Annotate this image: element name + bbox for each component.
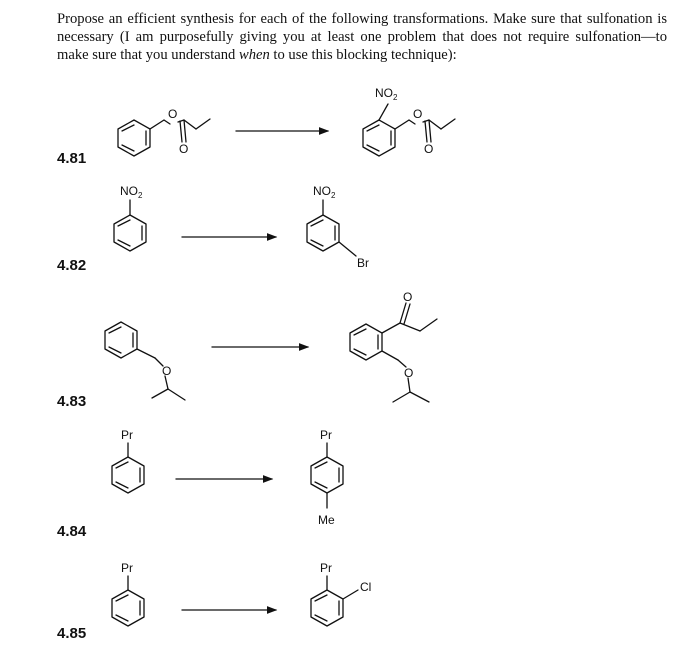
instructions-emphasis: when	[238, 47, 270, 63]
propyl-label-4-85-start: Pr	[121, 561, 133, 575]
problem-4-81-product	[363, 104, 455, 156]
propyl-label-4-84-product: Pr	[320, 428, 332, 442]
problem-number-4-81: 4.81	[57, 150, 87, 167]
instructions-text-1: Propose an efficient synthesis for each of the following transformations. Make sure that sulfonation is necessary (I am purposefully giving you at least one problem that does not require sulfonation—to make sure that you understand	[57, 11, 667, 63]
problem-4-84-starting-material	[112, 443, 144, 493]
carbonyl-oxygen-label-4-81-product: O	[424, 142, 434, 156]
propyl-label-4-84-start: Pr	[121, 428, 133, 442]
propyl-label-4-85-product: Pr	[320, 561, 332, 575]
ether-oxygen-label-4-83-product: O	[404, 366, 414, 380]
ketone-oxygen-label-4-83-product: O	[403, 290, 413, 304]
problem-4-83-product	[350, 303, 437, 402]
nitro-label-4-82-start: $NO_2$	[120, 184, 143, 200]
problem-4-83-starting-material	[105, 322, 185, 400]
problem-number-4-85: 4.85	[57, 625, 87, 642]
bromo-label-4-82-product: Br	[357, 256, 369, 270]
problem-4-84-product	[311, 443, 343, 508]
instructions-text-2: to use this blocking technique):	[269, 47, 457, 63]
problem-number-4-82: 4.82	[57, 257, 87, 274]
ester-oxygen-label-4-81-start: O	[168, 107, 178, 121]
ether-oxygen-label-4-83-start: O	[162, 364, 172, 378]
problem-4-82-product	[307, 200, 356, 256]
carbonyl-oxygen-label-4-81-start: O	[179, 142, 189, 156]
problem-number-4-84: 4.84	[57, 523, 87, 540]
nitro-label-4-81-product: $NO_2$	[375, 86, 398, 102]
problem-4-82-starting-material	[114, 200, 146, 251]
ester-oxygen-label-4-81-product: O	[413, 107, 423, 121]
chloro-label-4-85-product: Cl	[360, 580, 372, 594]
problem-number-4-83: 4.83	[57, 393, 87, 410]
nitro-label-4-82-product: $NO_2$	[313, 184, 336, 200]
methyl-label-4-84-product: Me	[318, 513, 335, 527]
problem-4-81-starting-material	[118, 119, 210, 156]
problem-4-85-starting-material	[112, 576, 144, 626]
problem-4-85-product	[311, 576, 358, 626]
